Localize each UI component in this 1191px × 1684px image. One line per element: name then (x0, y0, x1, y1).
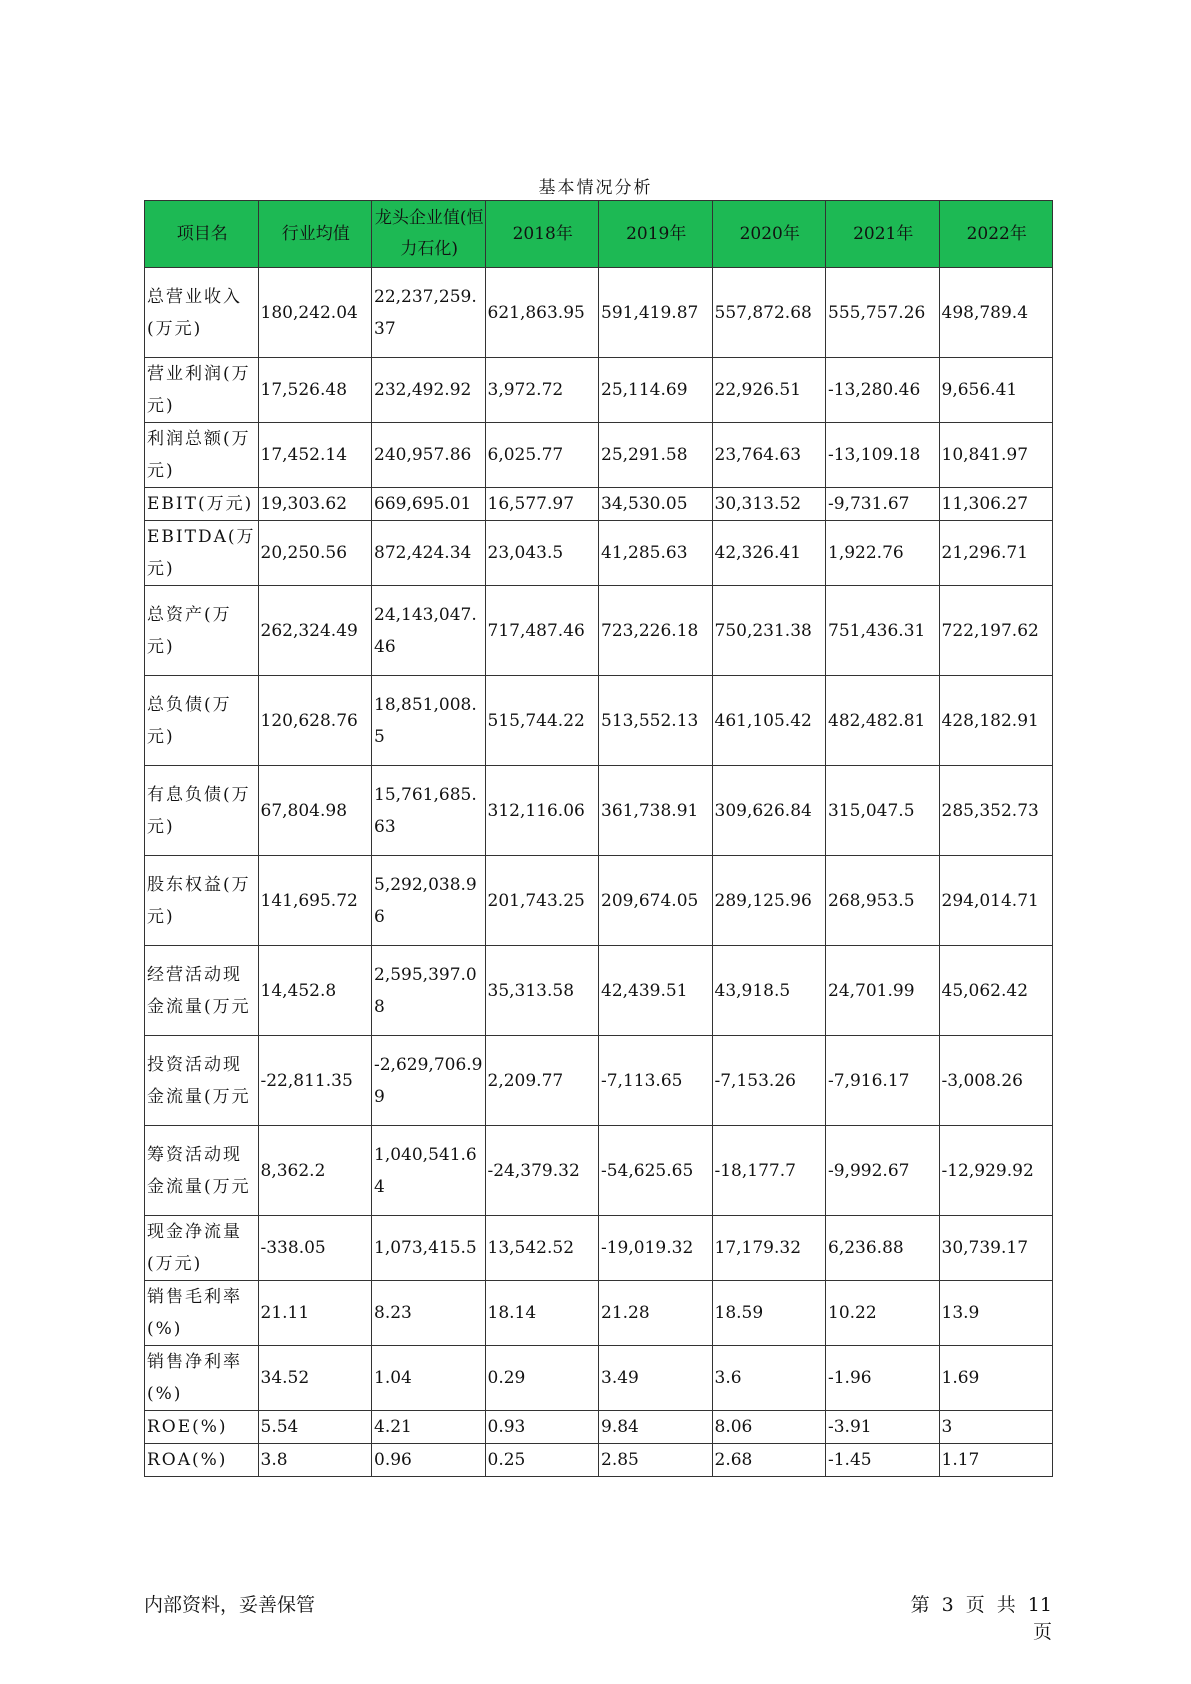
table-cell: -2,629,706.99 (372, 1036, 486, 1126)
table-cell: 1,040,541.64 (372, 1126, 486, 1216)
table-cell: 2,595,397.08 (372, 946, 486, 1036)
table-cell: 621,863.95 (485, 268, 599, 358)
table-cell: 21.28 (599, 1281, 713, 1346)
table-body (145, 268, 1053, 1477)
table-cell: 3.8 (258, 1444, 372, 1477)
table-cell: 9,656.41 (939, 358, 1053, 423)
table-cell: 21,296.71 (939, 521, 1053, 586)
table-cell: -3.91 (826, 1411, 940, 1444)
table-cell: 21.11 (258, 1281, 372, 1346)
table-cell: 43,918.5 (712, 946, 826, 1036)
table-cell: 34,530.05 (599, 488, 713, 521)
table-cell: 1.69 (939, 1346, 1053, 1411)
table-row (145, 423, 1053, 488)
table-cell: 23,764.63 (712, 423, 826, 488)
table-cell: 3.49 (599, 1346, 713, 1411)
table-cell: -7,113.65 (599, 1036, 713, 1126)
table-cell: 25,291.58 (599, 423, 713, 488)
footer-page-number: 第 3 页 共 11 页 (910, 1594, 1052, 1643)
table-cell: 11,306.27 (939, 488, 1053, 521)
table-cell: 461,105.42 (712, 676, 826, 766)
table-row (145, 586, 1053, 676)
table-cell: 5,292,038.96 (372, 856, 486, 946)
table-cell: 3.6 (712, 1346, 826, 1411)
table-cell: -1.45 (826, 1444, 940, 1477)
table-row (145, 946, 1053, 1036)
table-cell: 361,738.91 (599, 766, 713, 856)
table-cell: -24,379.32 (485, 1126, 599, 1216)
table-cell: 34.52 (258, 1346, 372, 1411)
row-label: 销售毛利率(%) (145, 1281, 259, 1346)
table-cell: 8.23 (372, 1281, 486, 1346)
row-label: 营业利润(万元) (145, 358, 259, 423)
table-cell: -9,992.67 (826, 1126, 940, 1216)
table-cell: 268,953.5 (826, 856, 940, 946)
table-cell: 240,957.86 (372, 423, 486, 488)
table-cell: 10.22 (826, 1281, 940, 1346)
table-cell: -7,153.26 (712, 1036, 826, 1126)
table-cell: 17,179.32 (712, 1216, 826, 1281)
row-label: 现金净流量(万元) (145, 1216, 259, 1281)
table-cell: 750,231.38 (712, 586, 826, 676)
table-cell: -338.05 (258, 1216, 372, 1281)
table-cell: 285,352.73 (939, 766, 1053, 856)
table-cell: 2,209.77 (485, 1036, 599, 1126)
table-row (145, 1444, 1053, 1477)
table-cell: 18.14 (485, 1281, 599, 1346)
table-cell: 723,226.18 (599, 586, 713, 676)
table-cell: 722,197.62 (939, 586, 1053, 676)
table-cell: 0.93 (485, 1411, 599, 1444)
row-label: ROE(%) (145, 1411, 259, 1444)
table-cell: 717,487.46 (485, 586, 599, 676)
table-cell: -22,811.35 (258, 1036, 372, 1126)
table-cell: 14,452.8 (258, 946, 372, 1036)
table-cell: 120,628.76 (258, 676, 372, 766)
table-row (145, 1346, 1053, 1411)
analysis-table (144, 200, 1053, 1477)
table-cell: 23,043.5 (485, 521, 599, 586)
table-cell: 10,841.97 (939, 423, 1053, 488)
table-cell: 2.68 (712, 1444, 826, 1477)
table-cell: 294,014.71 (939, 856, 1053, 946)
table-row (145, 358, 1053, 423)
table-cell: 201,743.25 (485, 856, 599, 946)
table-cell: 18.59 (712, 1281, 826, 1346)
row-label: 股东权益(万元) (145, 856, 259, 946)
table-cell: 262,324.49 (258, 586, 372, 676)
table-cell: 13.9 (939, 1281, 1053, 1346)
table-cell: 9.84 (599, 1411, 713, 1444)
table-cell: -1.96 (826, 1346, 940, 1411)
row-label: 利润总额(万元) (145, 423, 259, 488)
table-cell: 15,761,685.63 (372, 766, 486, 856)
table-cell: 17,452.14 (258, 423, 372, 488)
table-cell: 309,626.84 (712, 766, 826, 856)
table-cell: 17,526.48 (258, 358, 372, 423)
row-label: 经营活动现金流量(万元 (145, 946, 259, 1036)
table-cell: 16,577.97 (485, 488, 599, 521)
table-cell: 1,922.76 (826, 521, 940, 586)
table-cell: 42,439.51 (599, 946, 713, 1036)
table-cell: -13,109.18 (826, 423, 940, 488)
table-row (145, 268, 1053, 358)
table-cell: 232,492.92 (372, 358, 486, 423)
row-label: 筹资活动现金流量(万元 (145, 1126, 259, 1216)
table-cell: 18,851,008.5 (372, 676, 486, 766)
table-row (145, 488, 1053, 521)
row-label: 有息负债(万元) (145, 766, 259, 856)
table-cell: 22,926.51 (712, 358, 826, 423)
table-row (145, 521, 1053, 586)
table-cell: 6,025.77 (485, 423, 599, 488)
table-row (145, 856, 1053, 946)
table-cell: 557,872.68 (712, 268, 826, 358)
table-cell: 8,362.2 (258, 1126, 372, 1216)
header-cell: 项目名 (145, 201, 259, 268)
row-label: 总负债(万元) (145, 676, 259, 766)
header-cell: 2018年 (485, 201, 599, 268)
table-cell: 498,789.4 (939, 268, 1053, 358)
header-cell: 龙头企业值(恒力石化) (372, 201, 486, 268)
table-cell: 315,047.5 (826, 766, 940, 856)
table-cell: 8.06 (712, 1411, 826, 1444)
table-cell: 180,242.04 (258, 268, 372, 358)
footer-confidential-note: 内部资料，妥善保管 (144, 1594, 316, 1616)
header-cell: 2019年 (599, 201, 713, 268)
table-cell: 35,313.58 (485, 946, 599, 1036)
table-cell: 513,552.13 (599, 676, 713, 766)
table-cell: 1,073,415.5 (372, 1216, 486, 1281)
table-cell: 289,125.96 (712, 856, 826, 946)
row-label: EBIT(万元) (145, 488, 259, 521)
table-cell: 6,236.88 (826, 1216, 940, 1281)
header-cell: 2022年 (939, 201, 1053, 268)
row-label: 投资活动现金流量(万元 (145, 1036, 259, 1126)
row-label: 总营业收入(万元) (145, 268, 259, 358)
header-row (145, 201, 1053, 268)
header-cell: 行业均值 (258, 201, 372, 268)
row-label: 销售净利率(%) (145, 1346, 259, 1411)
table-cell: 872,424.34 (372, 521, 486, 586)
table-cell: 209,674.05 (599, 856, 713, 946)
table-cell: 428,182.91 (939, 676, 1053, 766)
table-cell: 19,303.62 (258, 488, 372, 521)
table-cell: 482,482.81 (826, 676, 940, 766)
table-cell: 1.17 (939, 1444, 1053, 1477)
table-row (145, 676, 1053, 766)
table-row (145, 1281, 1053, 1346)
table-cell: 4.21 (372, 1411, 486, 1444)
table-cell: 30,313.52 (712, 488, 826, 521)
table-cell: 42,326.41 (712, 521, 826, 586)
table-cell: 0.96 (372, 1444, 486, 1477)
table-cell: 141,695.72 (258, 856, 372, 946)
table-cell: -54,625.65 (599, 1126, 713, 1216)
table-cell: 13,542.52 (485, 1216, 599, 1281)
table-row (145, 766, 1053, 856)
page-title: 基本情况分析 (538, 178, 653, 198)
table-row (145, 1216, 1053, 1281)
table-cell: -7,916.17 (826, 1036, 940, 1126)
table-cell: 41,285.63 (599, 521, 713, 586)
table-cell: -18,177.7 (712, 1126, 826, 1216)
table-cell: -19,019.32 (599, 1216, 713, 1281)
table-cell: 45,062.42 (939, 946, 1053, 1036)
table-cell: 591,419.87 (599, 268, 713, 358)
table-row (145, 1036, 1053, 1126)
row-label: 总资产(万元) (145, 586, 259, 676)
table-cell: 24,143,047.46 (372, 586, 486, 676)
table-cell: -13,280.46 (826, 358, 940, 423)
table-cell: 30,739.17 (939, 1216, 1053, 1281)
table-cell: 2.85 (599, 1444, 713, 1477)
table-cell: 0.25 (485, 1444, 599, 1477)
table-row (145, 1126, 1053, 1216)
table-cell: 3 (939, 1411, 1053, 1444)
table-cell: 67,804.98 (258, 766, 372, 856)
table-cell: 5.54 (258, 1411, 372, 1444)
header-cell: 2020年 (712, 201, 826, 268)
table-cell: 0.29 (485, 1346, 599, 1411)
table-cell: 25,114.69 (599, 358, 713, 423)
row-label: ROA(%) (145, 1444, 259, 1477)
table-cell: 24,701.99 (826, 946, 940, 1036)
table-cell: 515,744.22 (485, 676, 599, 766)
table-cell: 22,237,259.37 (372, 268, 486, 358)
row-label: EBITDA(万元) (145, 521, 259, 586)
table-cell: -12,929.92 (939, 1126, 1053, 1216)
table-cell: 555,757.26 (826, 268, 940, 358)
table-cell: 3,972.72 (485, 358, 599, 423)
header-cell: 2021年 (826, 201, 940, 268)
table-cell: -9,731.67 (826, 488, 940, 521)
table-row (145, 1411, 1053, 1444)
table-cell: 1.04 (372, 1346, 486, 1411)
table-cell: 751,436.31 (826, 586, 940, 676)
table-cell: -3,008.26 (939, 1036, 1053, 1126)
table-cell: 312,116.06 (485, 766, 599, 856)
table-cell: 20,250.56 (258, 521, 372, 586)
table-cell: 669,695.01 (372, 488, 486, 521)
